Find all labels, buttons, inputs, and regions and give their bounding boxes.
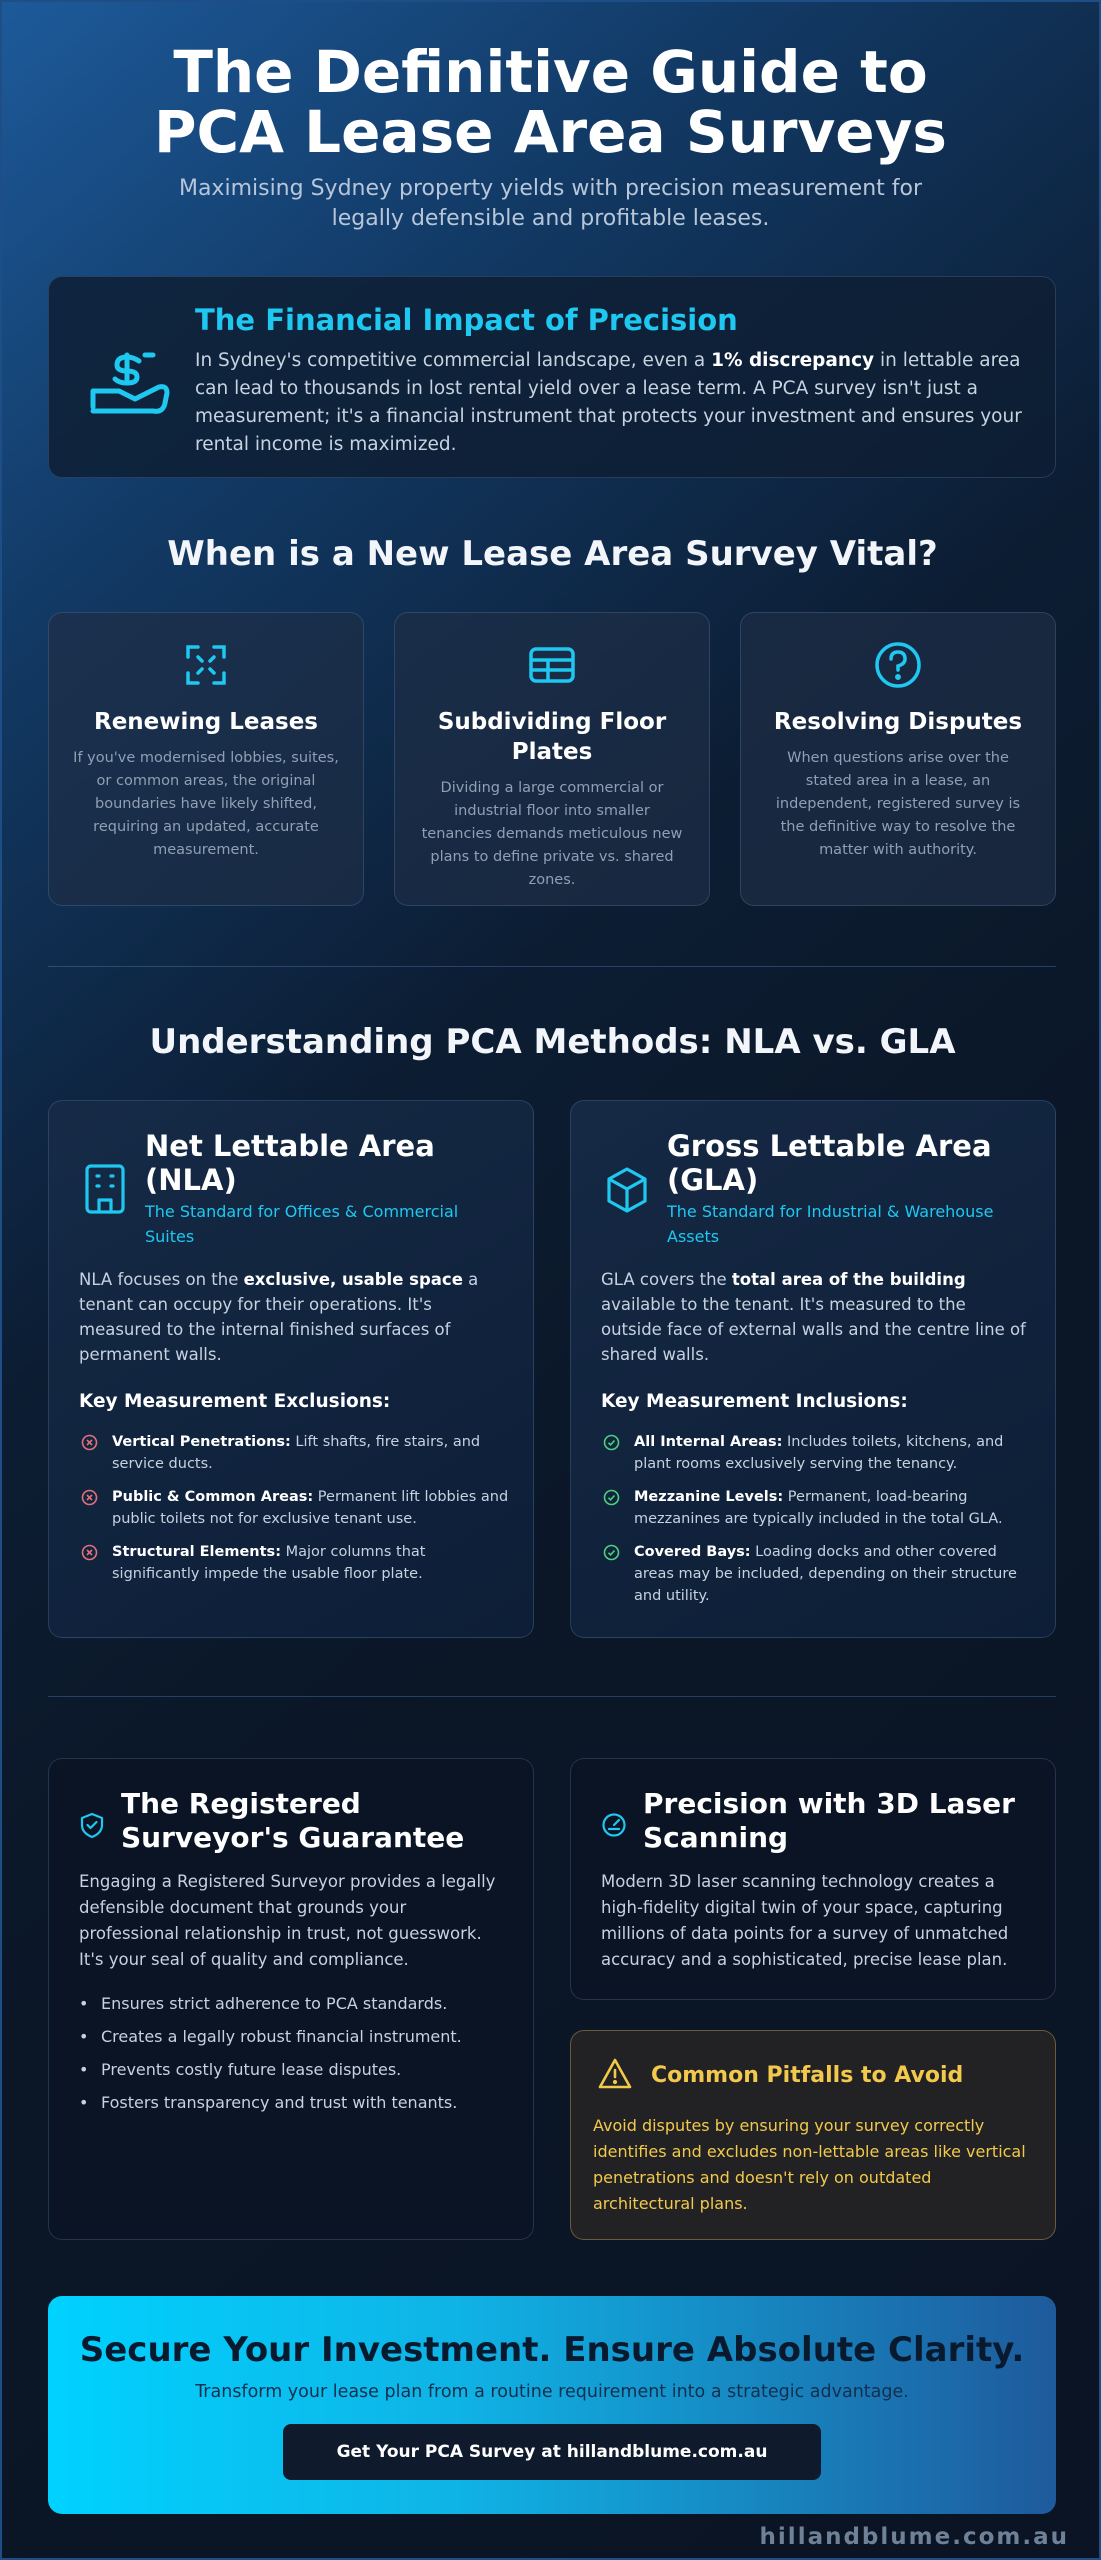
nla-description: NLA focuses on the exclusive, usable space a tenant can occupy for their operations. It's measured to the internal finished surfaces of permanent walls. <box>79 1270 479 1364</box>
list-item: Vertical Penetrations: Lift shafts, fire stairs, and service ducts. <box>79 1431 509 1475</box>
nla-list-title: Key Measurement Exclusions: <box>79 1391 391 1412</box>
list-item: Covered Bays: Loading docks and other covered areas may be included, depending on their structure and utility. <box>601 1541 1031 1607</box>
feature-card-subdividing <box>394 612 710 906</box>
guarantee-title: The Registered Surveyor's Guarantee <box>121 1787 465 1854</box>
cube-icon <box>605 1163 649 1215</box>
list-item: Mezzanine Levels: Permanent, load-bearing mezzanines are typically included in the total GLA. <box>601 1486 1031 1530</box>
warning-icon <box>597 2057 633 2091</box>
gla-list-title: Key Measurement Inclusions: <box>601 1391 908 1412</box>
get-survey-button[interactable]: Get Your PCA Survey at hillandblume.com.au <box>283 2424 821 2480</box>
hero <box>2 2 1099 234</box>
laser-text: Modern 3D laser scanning technology creates a high-fidelity digital twin of your space, capturing millions of data points for a survey of unmatched accuracy and a sophisticated, precise lease plan. <box>601 1872 1009 1969</box>
section-divider <box>48 966 1056 967</box>
financial-impact-card <box>48 276 1056 478</box>
check-circle-icon <box>603 1489 620 1506</box>
floor-plan-icon <box>526 639 578 691</box>
feature-text: When questions arise over the stated area in a lease, an independent, registered survey is the definitive way to resolve the matter with authority. <box>775 750 1021 858</box>
check-circle-icon <box>603 1544 620 1561</box>
list-item: Public & Common Areas: Permanent lift lobbies and public toilets not for exclusive tenant use. <box>79 1486 509 1530</box>
check-circle-icon <box>603 1434 620 1451</box>
feature-card-disputes <box>740 612 1056 906</box>
cta-title: Secure Your Investment. Ensure Absolute Clarity. <box>79 2330 1025 2370</box>
list-item: • Ensures strict adherence to PCA standards. <box>79 1993 509 2015</box>
feature-title: Renewing Leases <box>93 709 318 735</box>
feature-card-renewing <box>48 612 364 906</box>
page-subtitle: Maximising Sydney property yields with precision measurement for legally defensible and profitable leases. <box>178 176 923 231</box>
laser-title: Precision with 3D Laser Scanning <box>643 1787 1015 1854</box>
pitfalls-text: Avoid disputes by ensuring your survey correctly identifies and excludes non-lettable areas like vertical penetrations and doesn't rely on outdated architectural plans. <box>593 2116 1026 2213</box>
pitfalls-card <box>570 2030 1056 2240</box>
guarantee-text: Engaging a Registered Surveyor provides a legally defensible document that grounds your professional relationship in trust, not guesswork. It's your seal of quality and compliance. <box>79 1872 496 1969</box>
x-circle-icon <box>81 1544 98 1561</box>
list-item: • Prevents costly future lease disputes. <box>79 2059 509 2081</box>
laser-scanning-card <box>570 1758 1056 2000</box>
impact-title: The Financial Impact of Precision <box>195 303 738 337</box>
section-divider <box>48 1696 1056 1697</box>
guarantee-card <box>48 1758 534 2240</box>
x-circle-icon <box>81 1434 98 1451</box>
nla-subtitle: The Standard for Offices & Commercial Suites <box>145 1202 459 1246</box>
nla-title: Net Lettable Area (NLA) <box>145 1129 435 1197</box>
gla-card <box>570 1100 1056 1638</box>
gla-description: GLA covers the total area of the building available to the tenant. It's measured to the outside face of external walls and the centre line of shared walls. <box>601 1270 1026 1364</box>
pitfalls-title: Common Pitfalls to Avoid <box>651 2063 964 2088</box>
gla-subtitle: The Standard for Industrial & Warehouse Assets <box>667 1202 994 1246</box>
x-circle-icon <box>81 1489 98 1506</box>
list-item: • Fosters transparency and trust with tenants. <box>79 2092 509 2114</box>
feature-title: Resolving Disputes <box>773 709 1023 735</box>
exclusions-list <box>79 1431 509 1596</box>
impact-text: In Sydney's competitive commercial landscape, even a 1% discrepancy in lettable area can lead to thousands in lost rental yield over a lease term. A PCA survey isn't just a measurement; it's a financial instrument that protects your investment and ensures your rental income is maximized. <box>195 350 1022 455</box>
inclusions-list <box>601 1431 1031 1618</box>
feature-title: Subdividing Floor Plates <box>437 709 667 765</box>
cta-banner <box>48 2296 1056 2514</box>
list-item: Structural Elements: Major columns that significantly impede the usable floor plate. <box>79 1541 509 1585</box>
building-icon <box>83 1163 127 1215</box>
methods-section-title: Understanding PCA Methods: NLA vs. GLA <box>149 1022 956 1062</box>
cta-subtitle: Transform your lease plan from a routine requirement into a strategic advantage. <box>195 2382 909 2402</box>
list-item: • Creates a legally robust financial instrument. <box>79 2026 509 2048</box>
when-section-title: When is a New Lease Area Survey Vital? <box>167 534 938 574</box>
feature-text: Dividing a large commercial or industrial floor into smaller tenancies demands meticulous new plans to define private vs. shared zones. <box>421 780 683 888</box>
footer-brand: hillandblume.com.au <box>759 2524 1069 2550</box>
feature-text: If you've modernised lobbies, suites, or common areas, the original boundaries have likely shifted, requiring an updated, accurate measurement. <box>73 750 339 858</box>
hand-dollar-icon <box>89 347 173 417</box>
list-item: All Internal Areas: Includes toilets, kitchens, and plant rooms exclusively serving the tenancy. <box>601 1431 1031 1475</box>
guarantee-list <box>79 1993 509 2125</box>
nla-card <box>48 1100 534 1638</box>
page-title: The Definitive Guide to PCA Lease Area Surveys <box>154 38 947 166</box>
gauge-icon <box>601 1811 627 1839</box>
question-icon <box>872 639 924 691</box>
impact-highlight: 1% discrepancy <box>711 350 875 371</box>
expand-icon <box>180 639 232 691</box>
gla-title: Gross Lettable Area (GLA) <box>667 1129 992 1197</box>
shield-check-icon <box>79 1811 105 1839</box>
